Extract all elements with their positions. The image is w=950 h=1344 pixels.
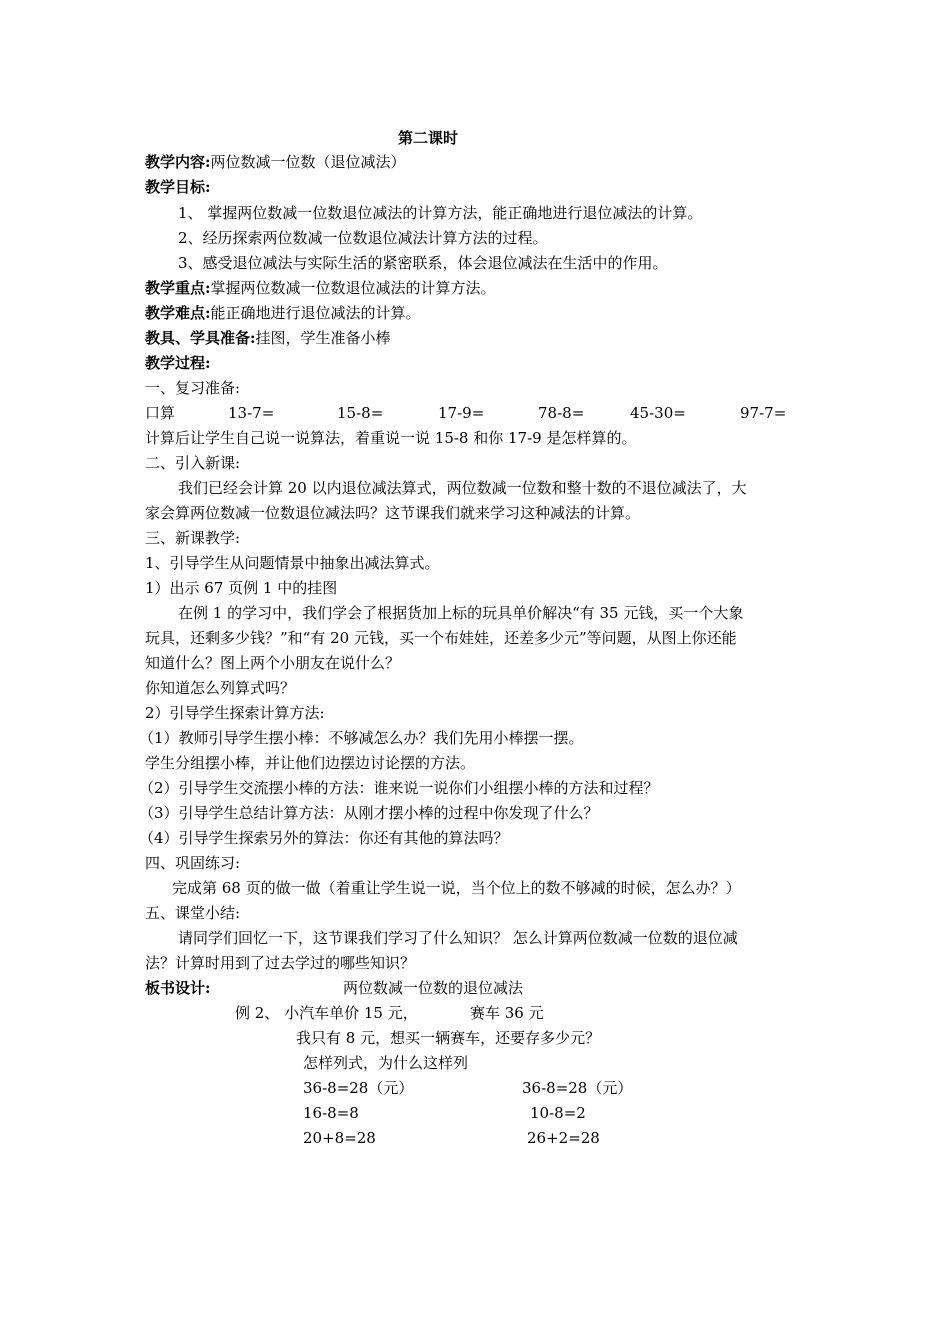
oral-label: 口算 xyxy=(145,404,176,422)
newlesson-text: 2）引导学生探索计算方法: xyxy=(145,704,325,722)
exercise: 13-7= xyxy=(228,404,275,422)
newlesson-heading: 三、新课教学: xyxy=(145,529,241,547)
review-note: 计算后让学生自己说一说算法，着重说一说 15-8 和你 17-9 是怎样算的。 xyxy=(145,429,637,447)
intro-text: 我们已经会计算 20 以内退位减法算式，两位数减一位数和整十数的不退位减法了，大 xyxy=(178,479,747,497)
summary-text: 请同学们回忆一下，这节课我们学习了什么知识？ 怎么计算两位数减一位数的退位减 xyxy=(178,929,738,947)
newlesson-text: （4）引导学生探索另外的算法：你还有其他的算法吗？ xyxy=(139,829,509,847)
newlesson-text: （3）引导学生总结计算方法：从刚才摆小棒的过程中你发现了什么？ xyxy=(139,804,599,822)
process-label: 教学过程: xyxy=(145,354,211,372)
content-line xyxy=(145,152,406,172)
intro-heading: 二、引入新课: xyxy=(145,454,241,472)
summary-heading: 五、课堂小结: xyxy=(145,904,241,922)
goals-label: 教学目标: xyxy=(145,178,211,196)
board-equation: 36-8=28（元） xyxy=(303,1079,414,1097)
newlesson-text: 玩具，还剩多少钱？”和“有 20 元钱，买一个布娃娃，还差多少元”等问题，从图上你还能 xyxy=(145,629,737,647)
exercise: 97-7= xyxy=(740,404,787,422)
practice-heading: 四、巩固练习: xyxy=(145,854,241,872)
difficulty-text: 能正确地进行退位减法的计算。 xyxy=(210,304,421,322)
newlesson-text: （1）教师引导学生摆小棒：不够减怎么办？我们先用小棒摆一摆。 xyxy=(139,729,584,747)
board-equation: 20+8=28 xyxy=(303,1129,376,1147)
newlesson-text: 在例 1 的学习中，我们学会了根据货加上标的玩具单价解决“有 35 元钱，买一个大象 xyxy=(178,604,744,622)
board-equation: 36-8=28（元） xyxy=(522,1079,633,1097)
exercise: 45-30= xyxy=(630,404,686,422)
content-text: 两位数减一位数（退位减法） xyxy=(210,153,406,171)
board-equation: 10-8=2 xyxy=(530,1104,586,1122)
board-prompt: 怎样列式，为什么这样列 xyxy=(303,1054,469,1072)
page-title: 第二课时 xyxy=(398,129,459,147)
keypoint-line xyxy=(145,278,496,298)
intro-text: 家会算两位数减一位数退位减法吗？这节课我们就来学习这种减法的计算。 xyxy=(145,504,641,522)
goal-item: 1、 掌握两位数减一位数退位减法的计算方法，能正确地进行退位减法的计算。 xyxy=(178,204,703,222)
newlesson-text: 学生分组摆小棒，并让他们边摆边讨论摆的方法。 xyxy=(145,754,476,772)
board-equation: 26+2=28 xyxy=(527,1129,600,1147)
review-heading: 一、复习准备: xyxy=(145,379,241,397)
board-example: 赛车 36 元 xyxy=(470,1004,544,1022)
board-equation: 16-8=8 xyxy=(303,1104,359,1122)
practice-text: 完成第 68 页的做一做（着重让学生说一说，当个位上的数不够减的时候，怎么办？） xyxy=(172,879,741,897)
difficulty-label: 教学难点: xyxy=(145,304,211,322)
content-label: 教学内容: xyxy=(145,153,211,171)
exercise: 15-8= xyxy=(337,404,384,422)
keypoint-label: 教学重点: xyxy=(145,279,211,297)
newlesson-text: 你知道怎么列算式吗？ xyxy=(145,679,296,697)
board-example: 例 2、 小汽车单价 15 元， xyxy=(235,1004,418,1022)
exercise: 17-9= xyxy=(438,404,485,422)
tools-line xyxy=(145,328,391,348)
goal-item: 3、感受退位减法与实际生活的紧密联系，体会退位减法在生活中的作用。 xyxy=(178,254,668,272)
tools-text: 挂图，学生准备小棒 xyxy=(255,329,391,347)
summary-text: 法？计算时用到了过去学过的哪些知识？ xyxy=(145,954,416,972)
newlesson-text: 1、引导学生从问题情景中抽象出减法算式。 xyxy=(145,554,440,572)
board-label: 板书设计: xyxy=(145,979,211,997)
board-question: 我只有 8 元，想买一辆赛车，还要存多少元？ xyxy=(296,1029,601,1047)
exercise: 78-8= xyxy=(538,404,585,422)
difficulty-line xyxy=(145,303,421,323)
newlesson-text: 1）出示 67 页例 1 中的挂图 xyxy=(145,579,338,597)
goal-item: 2、经历探索两位数减一位数退位减法计算方法的过程。 xyxy=(178,229,548,247)
newlesson-text: （2）引导学生交流摆小棒的方法：谁来说一说你们小组摆小棒的方法和过程？ xyxy=(139,779,659,797)
tools-label: 教具、学具准备: xyxy=(145,329,256,347)
board-title: 两位数减一位数的退位减法 xyxy=(343,979,524,997)
newlesson-text: 知道什么？图上两个小朋友在说什么？ xyxy=(145,654,401,672)
keypoint-text: 掌握两位数减一位数退位减法的计算方法。 xyxy=(210,279,496,297)
